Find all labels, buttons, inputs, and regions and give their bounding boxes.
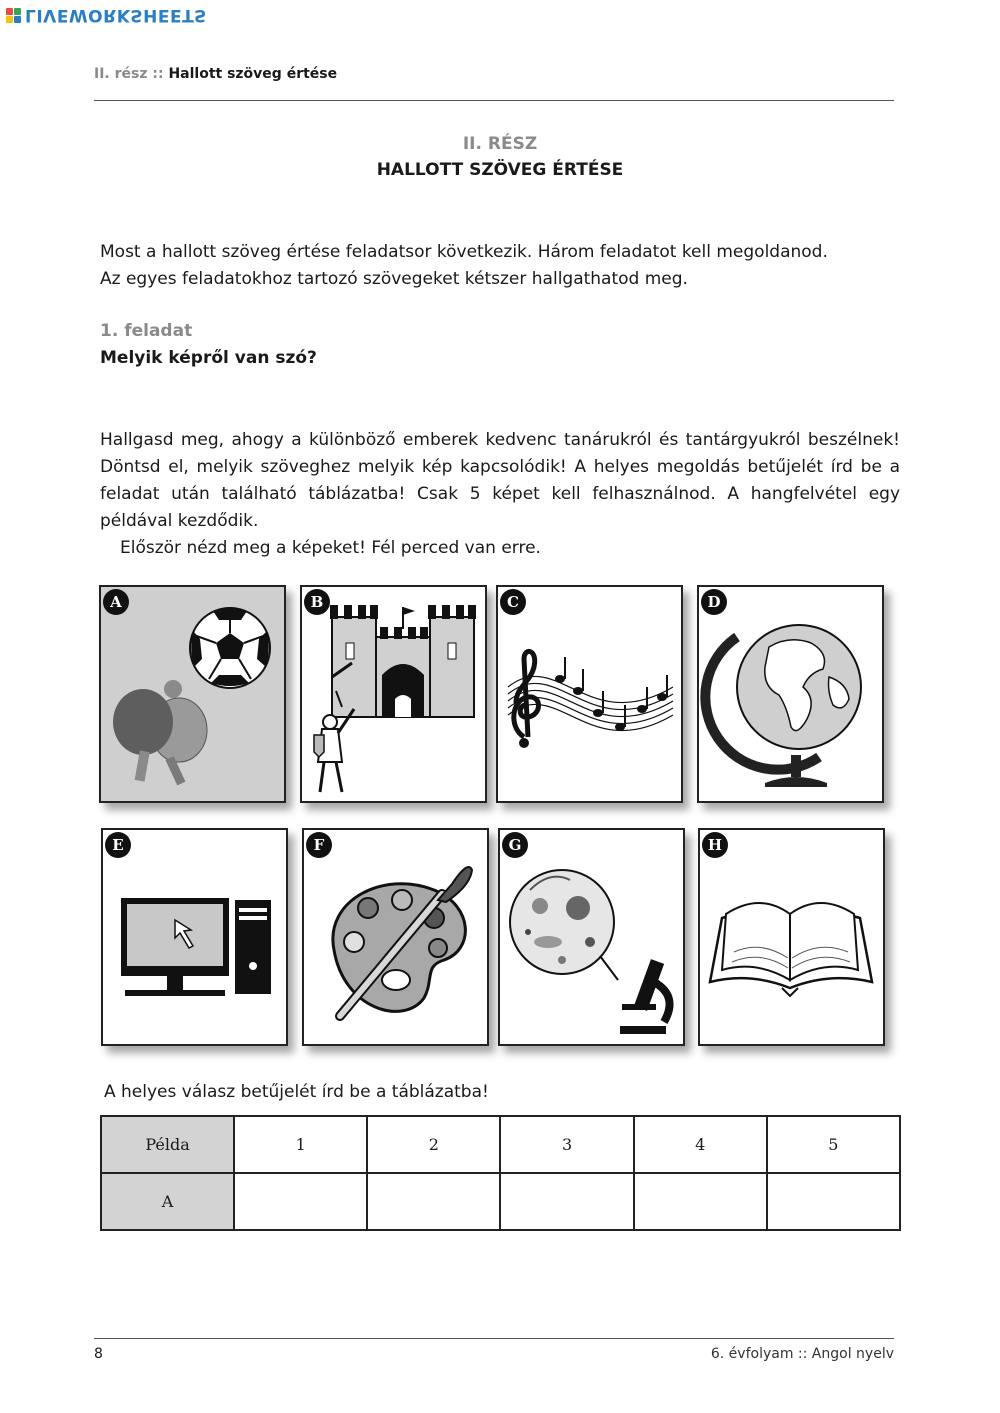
table-answer-row xyxy=(101,1173,900,1230)
table-header-cell: Példa xyxy=(101,1116,234,1173)
table-header-cell: 5 xyxy=(767,1116,900,1173)
computer-icon xyxy=(103,830,286,1044)
task-label: 1. feladat xyxy=(100,321,193,341)
picture-card-f[interactable] xyxy=(302,828,489,1046)
answer-cell-2[interactable] xyxy=(367,1173,500,1230)
table-header-cell: 1 xyxy=(234,1116,367,1173)
picture-card-a[interactable] xyxy=(99,585,286,803)
picture-card-g[interactable] xyxy=(498,828,685,1046)
microscope-icon xyxy=(500,830,683,1044)
page-number: 8 xyxy=(94,1346,103,1362)
card-letter-badge: A xyxy=(103,589,129,615)
open-book-icon xyxy=(700,830,883,1044)
picture-card-e[interactable] xyxy=(101,828,288,1046)
picture-card-b[interactable] xyxy=(300,585,487,803)
music-notes-icon xyxy=(498,587,681,801)
intro-line-2: Az egyes feladatokhoz tartozó szövegeket kétszer hallgathatod meg. xyxy=(100,269,688,289)
section-name: HALLOTT SZÖVEG ÉRTÉSE xyxy=(376,160,624,180)
answer-cell-4[interactable] xyxy=(634,1173,767,1230)
card-letter-badge: B xyxy=(304,589,330,615)
picture-card-h[interactable] xyxy=(698,828,885,1046)
globe-icon xyxy=(699,587,882,801)
section-heading xyxy=(0,134,1000,180)
example-answer-cell: A xyxy=(101,1173,234,1230)
paint-palette-icon xyxy=(304,830,487,1044)
card-letter-badge: C xyxy=(500,589,526,615)
picture-card-d[interactable] xyxy=(697,585,884,803)
answer-cell-5[interactable] xyxy=(767,1173,900,1230)
answer-table xyxy=(100,1115,901,1231)
sports-balls-icon xyxy=(101,587,284,801)
intro-line-1: Most a hallott szöveg értése feladatsor következik. Három feladatot kell megoldanod. xyxy=(100,242,828,262)
card-letter-badge: E xyxy=(105,832,131,858)
header-title: Hallott szöveg értése xyxy=(168,66,338,82)
table-header-cell: 4 xyxy=(634,1116,767,1173)
header-rule xyxy=(94,100,894,101)
castle-knight-icon xyxy=(302,587,485,801)
logo-text: LIVEWORKSHEETS xyxy=(25,5,207,25)
task-look-text: Először nézd meg a képeket! Fél perced van erre. xyxy=(120,538,541,558)
picture-card-c[interactable] xyxy=(496,585,683,803)
logo-icon xyxy=(6,8,21,23)
running-header xyxy=(94,66,337,82)
task-instructions: Hallgasd meg, ahogy a különböző emberek kedvenc tanárukról és tantárgyukról beszélnek! Döntsd el, melyik szöveghez melyik kép kapcsolódik! A helyes megoldás betűjelét írd be a feladat után található táblázatba! Csak 5 képet kell felhasználnod. A hangfelvétel egy példával kezdődik. xyxy=(100,430,900,531)
card-letter-badge: G xyxy=(502,832,528,858)
header-part: II. rész :: xyxy=(94,66,164,82)
card-letter-badge: D xyxy=(701,589,727,615)
answer-cell-3[interactable] xyxy=(500,1173,633,1230)
footer-course: 6. évfolyam :: Angol nyelv xyxy=(710,1346,894,1362)
table-header-cell: 3 xyxy=(500,1116,633,1173)
task-title: Melyik képről van szó? xyxy=(100,348,317,368)
footer-rule xyxy=(94,1338,894,1339)
intro-text xyxy=(100,239,900,293)
table-header-row xyxy=(101,1116,900,1173)
section-label: II. RÉSZ xyxy=(462,134,538,154)
table-header-cell: 2 xyxy=(367,1116,500,1173)
table-prompt: A helyes válasz betűjelét írd be a táblázatba! xyxy=(104,1082,489,1102)
card-letter-badge: H xyxy=(702,832,728,858)
card-letter-badge: F xyxy=(306,832,332,858)
liveworksheets-logo xyxy=(6,4,207,26)
answer-cell-1[interactable] xyxy=(234,1173,367,1230)
